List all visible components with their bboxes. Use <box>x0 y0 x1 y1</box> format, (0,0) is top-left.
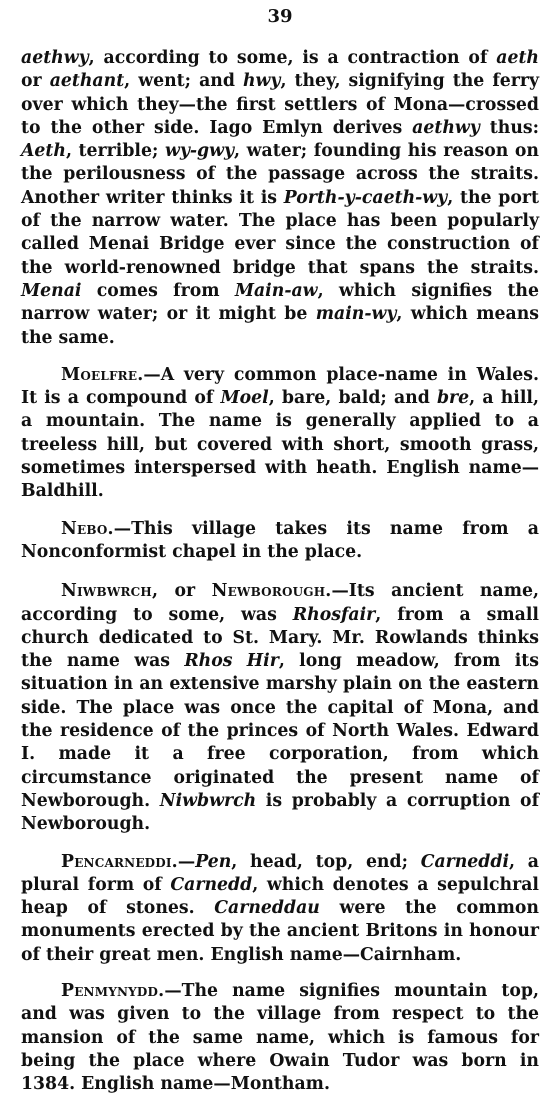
text-run: is probably a corruption of Newborough. <box>21 790 540 835</box>
text-run: , which signifies the narrow water; or it might be <box>21 280 539 325</box>
paragraph-niwbwrch <box>21 580 539 836</box>
italic-term: aethwy <box>21 48 89 68</box>
text-run: , bare, bald; and <box>268 388 437 409</box>
text-run: —A very common place-name in Wales. It is a compound of <box>21 364 539 409</box>
italic-term: Carneddau <box>214 898 320 919</box>
entry-heading: Niwbwrch <box>61 581 152 602</box>
italic-term: Main-aw <box>234 280 318 301</box>
text-run: —This village takes its name from a Nonconformist chapel in the place. <box>21 518 539 562</box>
italic-term: Carneddi <box>420 851 510 872</box>
italic-term: main-wy <box>315 304 397 325</box>
italic-term: bre <box>436 388 470 409</box>
page-number: 39 <box>267 6 293 27</box>
text-run: , from a small church dedicated to St. Mary. Mr. Rowlands thinks the name was <box>21 604 539 672</box>
text-run: , a hill, a mountain. The name is generally applied to a treeless hill, but covered with short, smooth grass, sometimes interspersed with heath. English name—Baldhill. <box>21 388 539 502</box>
italic-term: Aeth <box>21 141 66 162</box>
italic-term: Menai <box>21 280 82 301</box>
italic-term: Pen <box>195 851 232 872</box>
italic-term: hwy <box>242 71 281 92</box>
text-run: , a plural form of <box>21 851 539 895</box>
paragraph-pencarneddi <box>21 851 539 967</box>
italic-term: Moel <box>220 388 269 409</box>
text-run: —Its ancient name, according to some, was <box>21 581 539 625</box>
text-run: comes from <box>81 280 235 301</box>
text-run: , head, top, end; <box>231 851 421 872</box>
entry-heading: Pencarneddi. <box>61 851 178 872</box>
paragraph-nebo <box>21 518 539 565</box>
paragraph-moelfre <box>21 364 539 504</box>
entry-heading: Newborough. <box>211 581 332 602</box>
entry-heading: Nebo. <box>61 518 114 539</box>
text-run: — <box>177 851 196 872</box>
italic-term: Rhosfair <box>292 604 376 625</box>
text-run: , which denotes a sepulchral heap of stones. <box>21 874 539 919</box>
text-run: , long meadow, from its situation in an extensive marshy plain on the eastern side. The place was once the capital of Mona, and the residence of the princes of North Wales. Edward I. made it a free corporation, from which circumstance originated the present name of Newborough. <box>21 651 539 811</box>
text-run: , water; founding his reason on the perilousness of the passage across the straits. Another writer thinks it is <box>21 141 539 208</box>
text-run: —The name signifies mountain top, and was given to the village from respect to the mansion of the same name, which is famous for being the place where Owain Tudor was born in 1384. English name—Montham. <box>21 980 539 1095</box>
paragraph-menai-continued <box>21 47 539 350</box>
paragraph-penmynydd <box>21 980 539 1096</box>
italic-term: Porth-y-caeth-wy <box>283 187 448 208</box>
text-run: , went; and <box>124 71 243 92</box>
text-run: , the port of the narrow water. The place has been popularly called Menai Bridge ever since the construction of the world-renowned bridge that spans the straits. <box>21 187 539 278</box>
text-run: were the common monuments erected by the ancient Britons in honour of their great men. English name—Cairnham. <box>21 898 539 965</box>
entry-heading: Moelfre. <box>61 364 144 385</box>
italic-term: Carnedd <box>170 874 253 895</box>
text-run: or <box>21 71 50 92</box>
italic-term: aeth <box>496 48 539 68</box>
text-run: thus: <box>479 117 539 138</box>
text-run: , according to some, is a contraction of <box>88 48 497 68</box>
italic-term: wy-gwy <box>164 141 235 162</box>
text-run: , they, signifying the ferry over which they—the first settlers of Mona—crossed to the other side. Iago Emlyn derives <box>21 71 539 138</box>
text-run: , terrible; <box>65 141 165 162</box>
text-run: , or <box>151 581 212 602</box>
entry-heading: Penmynydd. <box>61 980 165 1001</box>
italic-term: Rhos Hir <box>184 651 279 672</box>
italic-term: aethant <box>49 71 125 92</box>
italic-term: Niwbwrch <box>159 790 257 811</box>
text-run: , which means the same. <box>21 304 539 348</box>
italic-term: aethwy <box>412 117 480 138</box>
